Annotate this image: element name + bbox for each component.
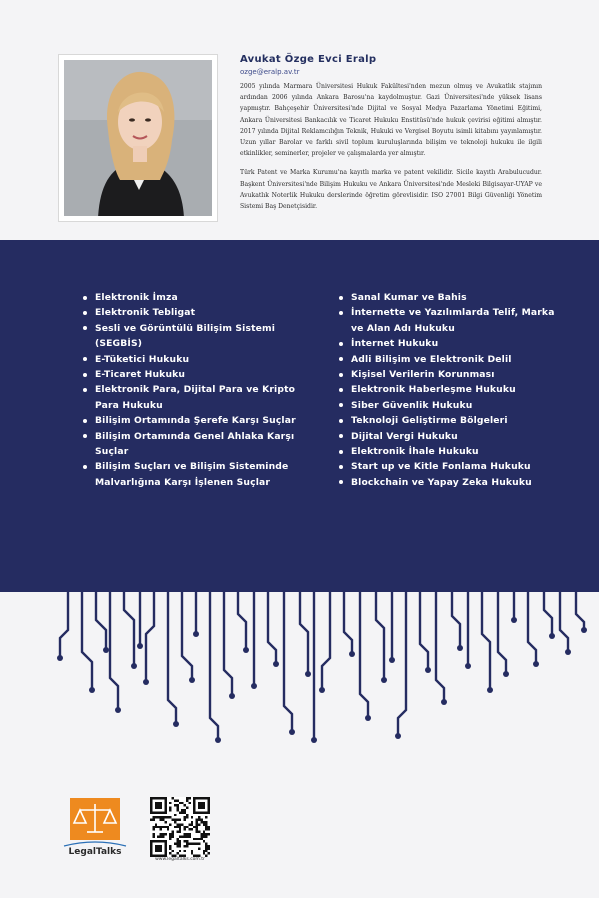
qr-module [157, 826, 159, 828]
qr-module [205, 833, 207, 835]
circuit-lines [0, 590, 599, 765]
qr-module [174, 826, 176, 828]
qr-module [196, 831, 198, 833]
qr-module [152, 833, 154, 835]
qr-module [205, 847, 207, 849]
qr-module [184, 835, 186, 837]
qr-module [181, 802, 183, 804]
qr-module [203, 821, 205, 823]
circuit-node [487, 687, 493, 693]
qr-module [186, 843, 188, 845]
qr-module [164, 826, 166, 828]
qr-module [184, 833, 186, 835]
qr-module [208, 845, 210, 847]
qr-module [196, 828, 198, 830]
qr-module [203, 831, 205, 833]
circuit-node [503, 671, 509, 677]
circuit-node [305, 671, 311, 677]
qr-module [155, 823, 157, 825]
topic-item: Siber Güvenlik Hukuku [338, 398, 568, 413]
topics-list-left [82, 290, 322, 490]
qr-module [179, 823, 181, 825]
qr-module [150, 819, 152, 821]
qr-module [184, 804, 186, 806]
topic-item: Blockchain ve Yapay Zeka Hukuku [338, 475, 568, 490]
circuit-trace [322, 590, 330, 690]
qr-module [179, 826, 181, 828]
qr-module [184, 840, 186, 842]
qr-module [176, 831, 178, 833]
circuit-node [137, 643, 143, 649]
qr-module [200, 833, 202, 835]
qr-module [164, 821, 166, 823]
circuit-node [173, 721, 179, 727]
qr-module [196, 838, 198, 840]
qr-module [203, 852, 205, 854]
qr-module [176, 826, 178, 828]
qr-module [152, 828, 154, 830]
qr-module [186, 835, 188, 837]
qr-module [179, 850, 181, 852]
circuit-node [89, 687, 95, 693]
qr-module [179, 843, 181, 845]
circuit-trace [182, 590, 192, 680]
circuit-trace [528, 590, 536, 664]
qr-module [203, 850, 205, 852]
qr-module [176, 823, 178, 825]
qr-module [184, 828, 186, 830]
circuit-node [389, 657, 395, 663]
qr-module [184, 845, 186, 847]
qr-module [208, 828, 210, 830]
qr-module [184, 850, 186, 852]
qr-module [188, 823, 190, 825]
author-email[interactable]: ozge@eralp.av.tr [240, 68, 300, 76]
qr-module [208, 847, 210, 849]
qr-module [198, 847, 200, 849]
circuit-node [425, 667, 431, 673]
qr-module [188, 802, 190, 804]
qr-module [179, 802, 181, 804]
qr-module [181, 823, 183, 825]
qr-module [174, 799, 176, 801]
qr-module [169, 852, 171, 854]
qr-module [196, 819, 198, 821]
qr-module [198, 831, 200, 833]
circuit-trace [60, 590, 68, 658]
qr-module [169, 838, 171, 840]
topic-item: Elektronik Haberleşme Hukuku [338, 382, 568, 397]
qr-module [169, 833, 171, 835]
qr-module [191, 852, 193, 854]
qr-module [172, 831, 174, 833]
qr-module [205, 845, 207, 847]
qr-module [172, 797, 174, 799]
qr-module [181, 809, 183, 811]
qr-module [169, 802, 171, 804]
circuit-node [57, 655, 63, 661]
circuit-trace [482, 590, 490, 690]
qr-module [169, 835, 171, 837]
qr-module [172, 850, 174, 852]
topic-item: E-Ticaret Hukuku [82, 367, 322, 382]
circuit-trace [344, 590, 352, 654]
qr-module [193, 826, 195, 828]
qr-module [200, 835, 202, 837]
qr-module [176, 843, 178, 845]
qr-module [176, 840, 178, 842]
qr-module [164, 816, 166, 818]
qr-module [188, 843, 190, 845]
topic-item: Elektronik İhale Hukuku [338, 444, 568, 459]
qr-module [198, 819, 200, 821]
qr-module [176, 799, 178, 801]
qr-module [186, 816, 188, 818]
topic-item: Adli Bilişim ve Elektronik Delil [338, 352, 568, 367]
logo-text: LegalTalks [68, 847, 122, 857]
qr-module [152, 835, 154, 837]
qr-module [179, 845, 181, 847]
qr-module [169, 816, 171, 818]
circuit-node [349, 651, 355, 657]
qr-code[interactable] [150, 797, 210, 857]
qr-module [162, 816, 164, 818]
qr-module [155, 816, 157, 818]
qr-module [205, 821, 207, 823]
qr-module [160, 828, 162, 830]
qr-module [191, 850, 193, 852]
qr-module [200, 821, 202, 823]
qr-module [164, 833, 166, 835]
qr-module [167, 816, 169, 818]
circuit-trace [560, 590, 568, 652]
qr-module [179, 840, 181, 842]
qr-module [191, 821, 193, 823]
qr-module [205, 823, 207, 825]
circuit-node [193, 631, 199, 637]
qr-module [157, 816, 159, 818]
circuit-trace [268, 590, 276, 664]
qr-module [186, 840, 188, 842]
qr-module [198, 823, 200, 825]
qr-module [162, 833, 164, 835]
topic-item: Elektronik İmza [82, 290, 322, 305]
circuit-node [581, 627, 587, 633]
qr-module [205, 850, 207, 852]
topic-item: Elektronik Para, Dijital Para ve Kripto Para Hukuku [82, 382, 322, 413]
circuit-trace [576, 590, 584, 630]
qr-finder [155, 802, 162, 809]
topic-item: İnternet Hukuku [338, 336, 568, 351]
qr-module [191, 843, 193, 845]
qr-module [176, 807, 178, 809]
qr-module [157, 835, 159, 837]
qr-module [162, 819, 164, 821]
qr-module [169, 845, 171, 847]
topic-item: Bilişim Suçları ve Bilişim Sisteminde Malvarlığına Karşı İşlenen Suçlar [82, 459, 322, 490]
qr-module [205, 835, 207, 837]
qr-module [184, 816, 186, 818]
qr-module [208, 826, 210, 828]
qr-module [184, 826, 186, 828]
qr-module [184, 809, 186, 811]
qr-module [198, 816, 200, 818]
circuit-node [215, 737, 221, 743]
qr-module [196, 826, 198, 828]
qr-module [174, 804, 176, 806]
topic-item: İnternette ve Yazılımlarda Telif, Marka ve Alan Adı Hukuku [338, 305, 568, 336]
topic-item: Teknoloji Geliştirme Bölgeleri [338, 413, 568, 428]
qr-module [186, 814, 188, 816]
circuit-trace [96, 590, 106, 650]
qr-module [188, 828, 190, 830]
circuit-trace [210, 590, 218, 740]
qr-module [152, 816, 154, 818]
circuit-node [143, 679, 149, 685]
qr-module [196, 843, 198, 845]
qr-module [184, 811, 186, 813]
circuit-node [289, 729, 295, 735]
qr-module [179, 819, 181, 821]
qr-module [176, 838, 178, 840]
circuit-trace [146, 590, 154, 682]
qr-module [162, 826, 164, 828]
qr-module [172, 833, 174, 835]
author-bio [240, 54, 542, 212]
circuit-node [395, 733, 401, 739]
qr-module [191, 823, 193, 825]
circuit-trace [544, 590, 552, 636]
qr-module [205, 816, 207, 818]
circuit-trace [238, 590, 246, 650]
circuit-node [319, 687, 325, 693]
circuit-trace [168, 590, 176, 724]
qr-module [179, 835, 181, 837]
circuit-trace [376, 590, 384, 680]
qr-module [198, 838, 200, 840]
qr-module [200, 819, 202, 821]
circuit-node [465, 663, 471, 669]
qr-module [160, 816, 162, 818]
qr-module [200, 838, 202, 840]
qr-module [184, 819, 186, 821]
topic-item: Sesli ve Görüntülü Bilişim Sistemi (SEGBİS) [82, 321, 322, 352]
circuit-node [511, 617, 517, 623]
qr-module [203, 840, 205, 842]
qr-module [205, 826, 207, 828]
qr-module [174, 843, 176, 845]
qr-module [205, 828, 207, 830]
circuit-node [381, 677, 387, 683]
circuit-node [251, 683, 257, 689]
topic-item: Dijital Vergi Hukuku [338, 429, 568, 444]
bio-paragraph: Türk Patent ve Marka Kurumu'na kayıtlı marka ve patent vekilidir. Sicile kayıtlı Arabulucudur. Başkent Üniversitesi'nde Bilişim Hukuku ve Ankara Üniversitesi'nde Mesleki Bilgisayar-UYAP ve Avukatlık Noterlik Hukuku derslerinde öğretim görevlisidir. ISO 27001 Bilgi Güvenliği Yönetim Sistemi Baş Denetçisidir. [240, 169, 542, 211]
qr-module [179, 831, 181, 833]
qr-module [203, 823, 205, 825]
author-name: Avukat Özge Evci Eralp [240, 54, 377, 65]
topic-item: Kişisel Verilerin Korunması [338, 367, 568, 382]
qr-module [208, 852, 210, 854]
circuit-node [131, 663, 137, 669]
qr-module [176, 845, 178, 847]
qr-module [205, 843, 207, 845]
qr-module [160, 819, 162, 821]
topic-item: Start up ve Kitle Fonlama Hukuku [338, 459, 568, 474]
qr-module [203, 833, 205, 835]
circuit-trace [284, 590, 292, 732]
publisher-url[interactable]: www.legaltalks.com.tr [155, 857, 205, 862]
circuit-trace [300, 590, 308, 674]
qr-module [188, 833, 190, 835]
qr-module [191, 828, 193, 830]
circuit-trace [452, 590, 460, 648]
qr-module [169, 809, 171, 811]
topic-item: Sanal Kumar ve Bahis [338, 290, 568, 305]
topics-list-right [338, 290, 568, 490]
circuit-node [189, 677, 195, 683]
qr-module [169, 823, 171, 825]
qr-module [196, 821, 198, 823]
qr-module [176, 804, 178, 806]
circuit-trace [436, 590, 444, 702]
circuit-node [549, 633, 555, 639]
qr-module [160, 835, 162, 837]
qr-module [176, 819, 178, 821]
circuit-trace [110, 590, 118, 710]
qr-module [186, 797, 188, 799]
bio-paragraph: 2005 yılında Marmara Üniversitesi Hukuk Fakültesi'nden mezun olmuş ve Avukatlık stajının ardından 2006 yılında Ankara Barosu'na kaydolmuştur. Gazi Üniversitesi'nde yüksek lisans yapmıştır. Bahçeşehir Üniversitesi'nde Dijital ve Sosyal Medya Pazarlama Yönetimi Eğitimi, Ankara Üniversitesi Bankacılık ve Ticaret Hukuku Enstitüsü'nde hukuk çevirisi eğitimi almıştır. 2017 yılında Dijital Reklamcılığın Teknik, Hukuki ve Vergisel Boyutu isimli kitabını yayınlamıştır. Uzun yıllar Barolar ve farklı sivil toplum kuruluşlarında bilişim ve teknoloji hukuku ile ilgili etkinlikler, seminerler, projeler ve çalışmalarda yer almıştır. [240, 83, 542, 158]
qr-module [181, 835, 183, 837]
qr-module [186, 845, 188, 847]
circuit-trace [224, 590, 232, 696]
qr-finder [198, 802, 205, 809]
qr-module [198, 843, 200, 845]
circuit-node [457, 645, 463, 651]
circuit-node [229, 693, 235, 699]
qr-module [186, 799, 188, 801]
circuit-trace [420, 590, 428, 670]
qr-module [196, 823, 198, 825]
circuit-node [115, 707, 121, 713]
topic-item: Bilişim Ortamında Genel Ahlaka Karşı Suçlar [82, 429, 322, 460]
qr-module [191, 816, 193, 818]
qr-finder [155, 845, 162, 852]
qr-module [186, 807, 188, 809]
qr-module [176, 809, 178, 811]
qr-module [172, 835, 174, 837]
qr-module [181, 811, 183, 813]
qr-module [160, 826, 162, 828]
qr-module [186, 826, 188, 828]
qr-module [176, 852, 178, 854]
topic-item: Bilişim Ortamında Şerefe Karşı Suçlar [82, 413, 322, 428]
circuit-node [103, 647, 109, 653]
topic-item: E-Tüketici Hukuku [82, 352, 322, 367]
circuit-node [243, 647, 249, 653]
circuit-trace [360, 590, 368, 718]
qr-module [169, 847, 171, 849]
qr-module [174, 821, 176, 823]
publisher-logo [60, 796, 130, 858]
qr-module [169, 807, 171, 809]
circuit-trace [398, 590, 406, 736]
qr-module [172, 819, 174, 821]
qr-module [179, 811, 181, 813]
circuit-trace [82, 590, 92, 690]
qr-module [208, 833, 210, 835]
topic-item: Elektronik Tebligat [82, 305, 322, 320]
qr-module [203, 835, 205, 837]
qr-module [186, 833, 188, 835]
circuit-node [273, 661, 279, 667]
circuit-node [365, 715, 371, 721]
circuit-node [311, 737, 317, 743]
qr-module [174, 814, 176, 816]
author-photo [64, 60, 212, 216]
qr-module [152, 826, 154, 828]
qr-module [152, 819, 154, 821]
circuit-node [565, 649, 571, 655]
circuit-trace [498, 590, 506, 674]
qr-module [193, 838, 195, 840]
topics-band [0, 240, 599, 592]
qr-module [160, 833, 162, 835]
qr-module [193, 843, 195, 845]
qr-module [179, 828, 181, 830]
qr-module [174, 819, 176, 821]
qr-module [162, 835, 164, 837]
qr-module [188, 835, 190, 837]
circuit-node [441, 699, 447, 705]
circuit-trace [124, 590, 134, 666]
qr-module [167, 826, 169, 828]
qr-module [167, 828, 169, 830]
qr-module [155, 826, 157, 828]
circuit-node [533, 661, 539, 667]
author-photo-frame [58, 54, 218, 222]
qr-module [188, 797, 190, 799]
portrait-illustration [64, 60, 212, 216]
